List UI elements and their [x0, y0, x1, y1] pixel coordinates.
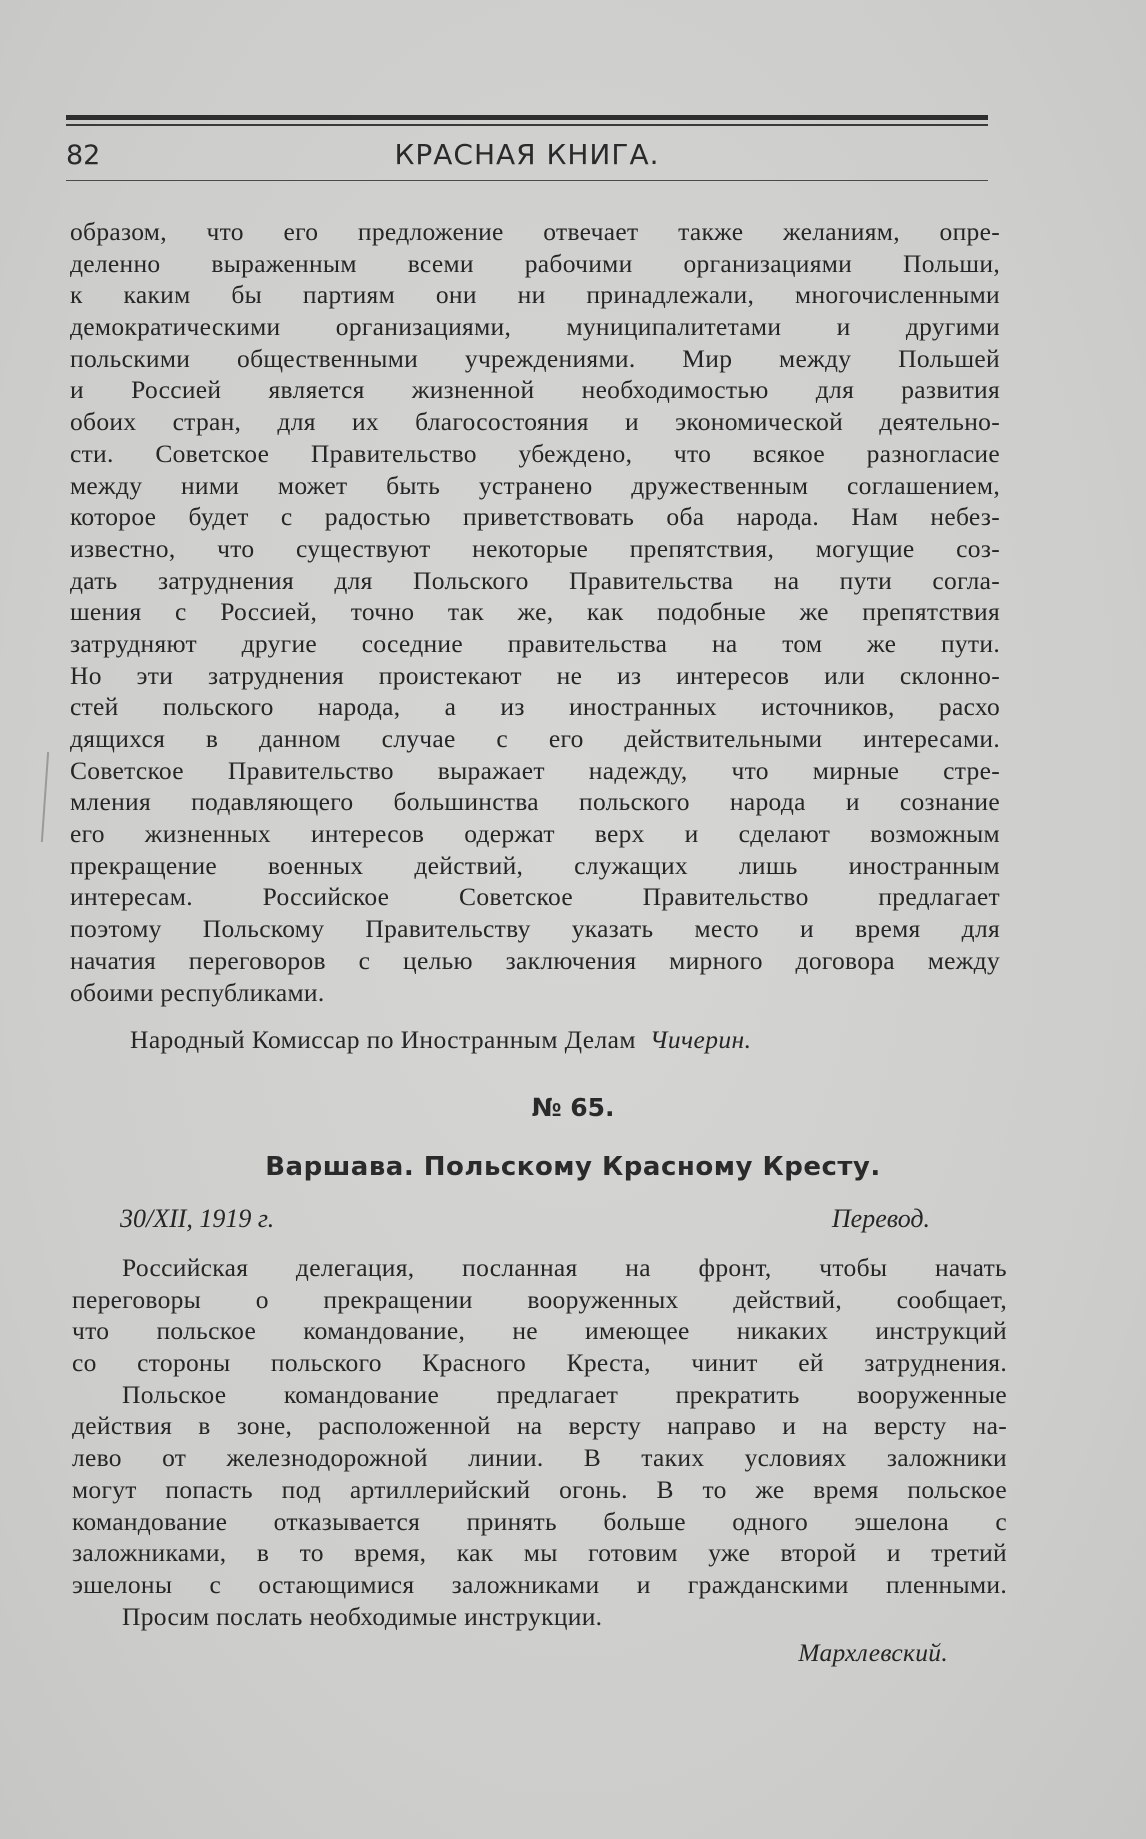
text-line: известно, что существуют некоторые препятствия, могущие соз- — [70, 533, 1000, 563]
text-line: мления подавляющего большинства польского народа и сознание — [70, 787, 1000, 817]
text-line: дящихся в данном случае с его действительными интересами. — [70, 724, 1000, 753]
text-line: Советское Правительство выражает надежду, что мирные стре- — [70, 755, 1000, 785]
text-line: деленно выраженным всеми рабочими организациями Польши, — [70, 248, 1000, 278]
header-bottom-rule — [66, 180, 988, 181]
text-line: начатия переговоров с целью заключения мирного договора между — [70, 945, 1000, 975]
document-65-signature: Мархлевский. — [798, 1638, 948, 1667]
text-line: стей польского народа, а из иностранных источников, расхо — [70, 692, 1000, 722]
text-line: со стороны польского Красного Креста, чинит ей затруднения. — [72, 1348, 1007, 1378]
header-top-rule — [66, 115, 988, 120]
signature-title: Народный Комиссар по Иностранным Делам — [130, 1025, 636, 1054]
text-line: его жизненных интересов одержат верх и сделают возможным — [70, 819, 1000, 849]
text-line: обоими республиками. — [70, 977, 325, 1007]
document-64-body — [70, 216, 1000, 1008]
text-line: лево от железнодорожной линии. В таких условиях заложники — [72, 1443, 1007, 1473]
text-line: эшелоны с остающимися заложниками и гражданскими пленными. — [72, 1569, 1007, 1599]
text-line: командование отказывается принять больше одного эшелона с — [72, 1506, 1007, 1536]
page-header — [66, 136, 988, 176]
text-line: польскими общественными учреждениями. Мир между Польшей — [70, 343, 1000, 373]
translation-note: Перевод. — [831, 1204, 930, 1233]
document-number: № 65. — [531, 1093, 615, 1122]
text-line: между ними может быть устранено дружественным соглашением, — [70, 470, 1000, 500]
text-line: обоих стран, для их благосостояния и экономической деятельно- — [70, 407, 1000, 437]
text-line: демократическими организациями, муниципалитетами и другими — [70, 312, 1000, 342]
text-line: затрудняют другие соседние правительства на том же пути. — [70, 628, 1000, 658]
text-line: Польское командование предлагает прекратить вооруженные — [122, 1379, 1007, 1409]
text-line: поэтому Польскому Правительству указать место и время для — [70, 914, 1000, 944]
document-65-body — [72, 1252, 1007, 1632]
text-line: Но эти затруднения проистекают не из интересов или склонно- — [70, 660, 1000, 690]
text-line: прекращение военных действий, служащих лишь иностранным — [70, 850, 1000, 880]
text-line: заложниками, в то время, как мы готовим уже второй и третий — [72, 1538, 1007, 1568]
document-date: 30/XII, 1919 г. — [120, 1204, 275, 1233]
text-line: переговоры о прекращении вооруженных действий, сообщает, — [72, 1284, 1007, 1314]
header-top-thin-rule — [66, 124, 988, 126]
text-line: сти. Советское Правительство убеждено, что всякое разногласие — [70, 438, 1000, 468]
text-line: интересам. Российское Советское Правительство предлагает — [70, 882, 1000, 912]
text-line: могут попасть под артиллерийский огонь. В то же время польское — [72, 1474, 1007, 1504]
text-line: шения с Россией, точно так же, как подобные же препятствия — [70, 597, 1000, 627]
text-line: Российская делегация, посланная на фронт, чтобы начать — [122, 1253, 1007, 1282]
running-title: КРАСНАЯ КНИГА. — [394, 138, 660, 171]
text-line: образом, что его предложение отвечает также желаниям, опре- — [70, 217, 1000, 246]
text-line: действия в зоне, расположенной на версту направо и на версту на- — [72, 1411, 1007, 1441]
document-64-signature — [130, 1025, 751, 1055]
text-line: Просим послать необходимые инструкции. — [122, 1601, 603, 1631]
text-line: которое будет с радостью приветствовать оба народа. Нам небез- — [70, 502, 1000, 532]
text-line: к каким бы партиям они ни принадлежали, многочисленными — [70, 280, 1000, 310]
page-number: 82 — [66, 140, 101, 171]
margin-pencil-mark — [41, 752, 49, 842]
text-line: что польское командование, не имеющее никаких инструкций — [72, 1316, 1007, 1346]
text-line: дать затруднения для Польского Правительства на пути согла- — [70, 565, 1000, 595]
telegram-address: Варшава. Польскому Красному Кресту. — [265, 1152, 881, 1182]
signature-name: Чичерин. — [649, 1025, 752, 1054]
text-line: и Россией является жизненной необходимостью для развития — [70, 375, 1000, 405]
